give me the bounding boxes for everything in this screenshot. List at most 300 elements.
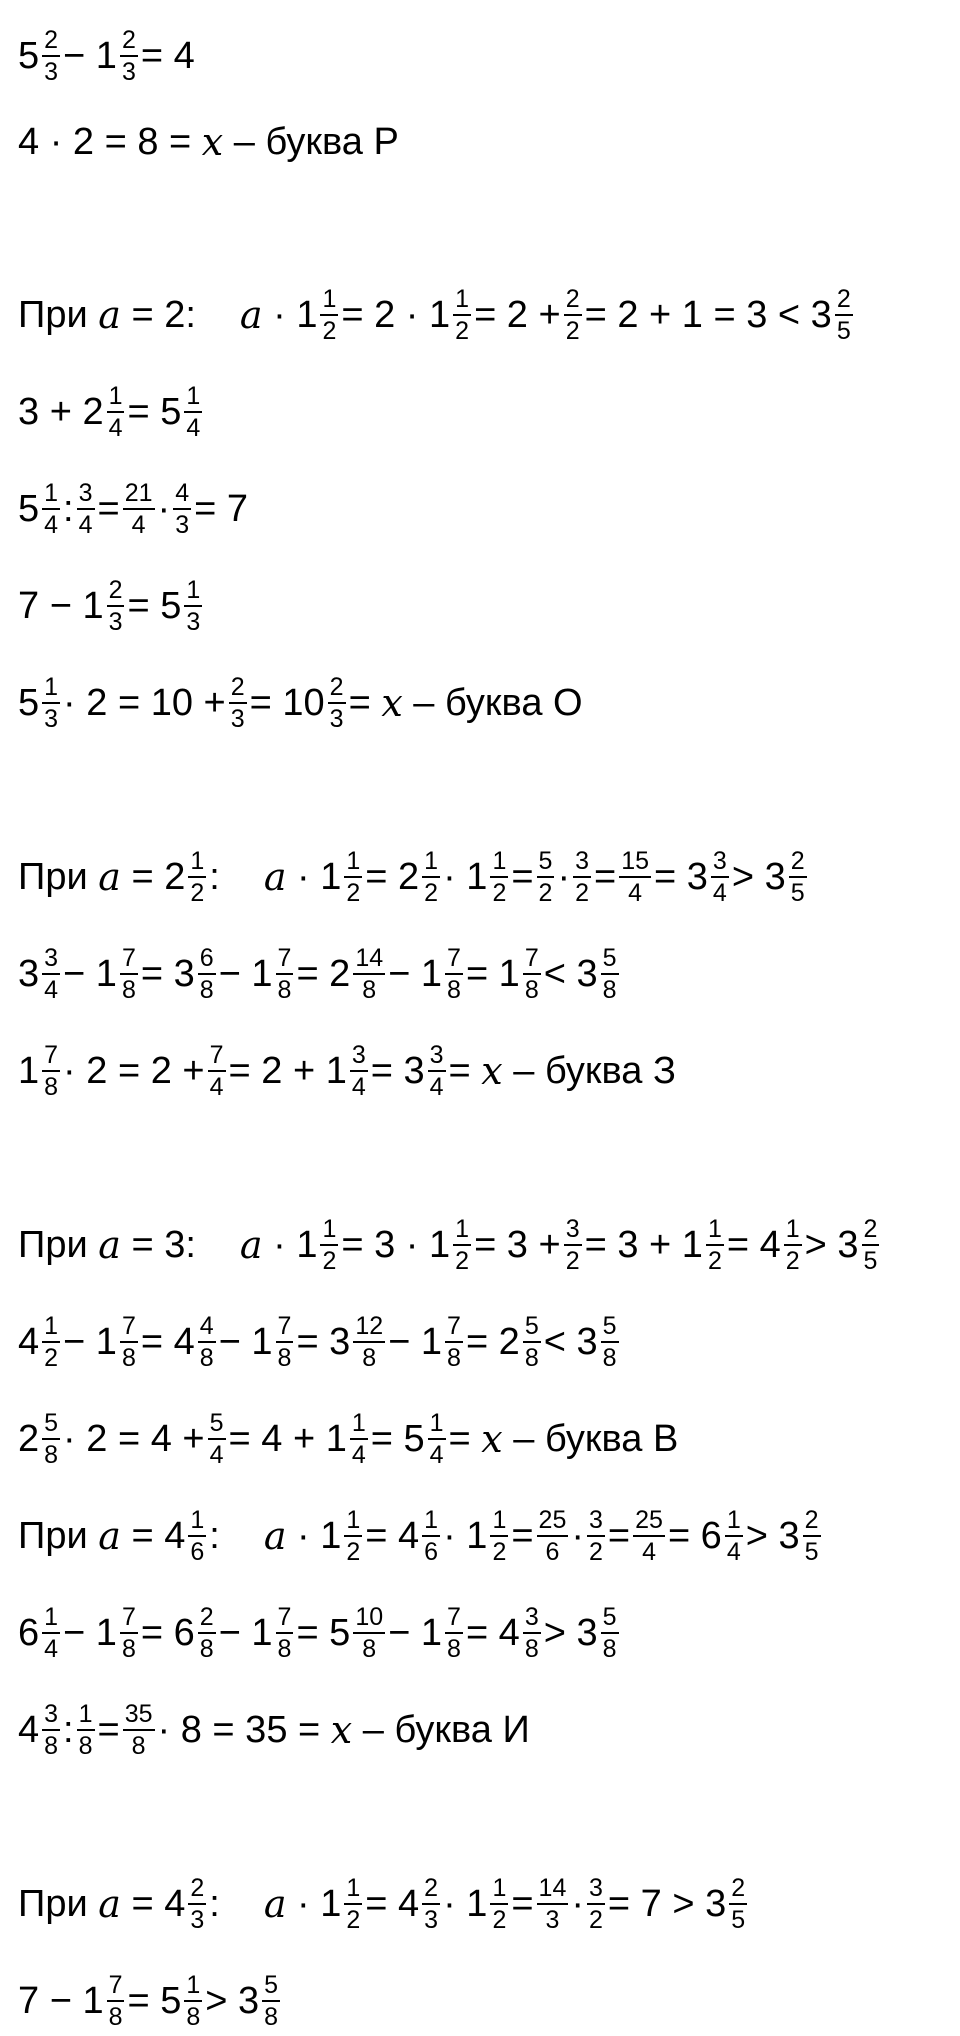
equation-line: [18, 1873, 750, 1935]
fraction-numerator: 5: [602, 944, 617, 972]
fraction: [107, 575, 125, 637]
fraction-denominator: 3: [329, 705, 344, 733]
equation-text: :: [63, 1709, 74, 1751]
variable: a: [98, 1882, 121, 1926]
fraction-numerator: 7: [447, 944, 461, 972]
fraction: [77, 478, 95, 540]
fraction-denominator: 2: [322, 1247, 337, 1275]
equation-text: = 10: [249, 682, 325, 724]
fraction: [120, 943, 138, 1005]
fraction: [198, 1311, 216, 1373]
variable: x: [330, 1708, 353, 1752]
equation-text: · 1: [443, 1883, 488, 1925]
fraction-numerator: 35: [124, 1700, 153, 1728]
fraction: [789, 846, 807, 908]
fraction-denominator: 2: [565, 1247, 580, 1275]
fraction-denominator: 8: [78, 1732, 93, 1760]
fraction-denominator: 8: [524, 976, 539, 1004]
fraction-denominator: 4: [351, 1073, 366, 1101]
fraction: [784, 1214, 802, 1276]
fraction-numerator: 1: [346, 847, 361, 875]
variable: a: [98, 293, 121, 337]
fraction-numerator: 2: [329, 673, 344, 701]
fraction-numerator: 1: [186, 576, 201, 604]
fraction-denominator: 4: [131, 511, 146, 539]
fraction-denominator: 8: [121, 1344, 136, 1372]
fraction-denominator: 8: [362, 1344, 377, 1372]
fraction: [77, 1699, 95, 1761]
fraction-denominator: 8: [524, 1635, 539, 1663]
variable: x: [201, 120, 224, 164]
fraction-denominator: 3: [545, 1906, 560, 1934]
equation-text: При: [18, 1224, 99, 1266]
fraction-numerator: 1: [190, 1506, 205, 1534]
fraction-numerator: 7: [209, 1041, 224, 1069]
fraction-denominator: 4: [209, 1073, 224, 1101]
fraction: [523, 1602, 541, 1664]
fraction-denominator: 4: [209, 1441, 224, 1469]
fraction-denominator: 4: [429, 1073, 444, 1101]
fraction-denominator: 8: [602, 976, 617, 1004]
fraction: [422, 846, 440, 908]
fraction: [601, 943, 619, 1005]
fraction-numerator: 1: [44, 673, 59, 701]
fraction-numerator: 3: [565, 1215, 580, 1243]
fraction-numerator: 2: [121, 26, 136, 54]
equation-line: [18, 846, 810, 908]
equation-text: > 3: [731, 856, 786, 898]
fraction: [445, 1311, 463, 1373]
fraction-denominator: 8: [108, 2003, 123, 2031]
variable: x: [481, 1049, 503, 1093]
fraction: [428, 1408, 446, 1470]
fraction-numerator: 2: [731, 1874, 746, 1902]
fraction-numerator: 7: [121, 1603, 136, 1631]
equation-line: [18, 284, 856, 346]
fraction-numerator: 2: [424, 1874, 439, 1902]
fraction: [601, 1602, 619, 1664]
equation-text: = 5: [127, 391, 182, 433]
fraction: [42, 1699, 60, 1761]
fraction-numerator: 1: [429, 1409, 444, 1437]
equation-text: − 1: [63, 35, 117, 77]
equation-text: = 4 + 1: [228, 1418, 347, 1460]
fraction: [725, 1505, 743, 1567]
equation-text: 5: [18, 35, 40, 77]
equation-text: При: [18, 856, 99, 898]
equation-line: [18, 1214, 882, 1276]
fraction: [619, 846, 651, 908]
fraction-numerator: 1: [186, 382, 201, 410]
equation-text: = 5: [370, 1418, 425, 1460]
equation-text: =: [97, 488, 120, 530]
fraction-denominator: 8: [447, 1344, 461, 1372]
fraction: [564, 1214, 582, 1276]
fraction: [573, 846, 591, 908]
equation-text: = 2:: [120, 294, 196, 336]
fraction-numerator: 2: [108, 576, 123, 604]
fraction: [184, 1970, 202, 2032]
fraction-denominator: 8: [362, 976, 377, 1004]
equation-text: < 3: [543, 953, 598, 995]
equation-text: − 1: [63, 1612, 117, 1654]
fraction: [184, 381, 202, 443]
equation-line: [18, 1602, 622, 1664]
equation-line: [18, 1699, 530, 1761]
fraction: [537, 846, 555, 908]
fraction-numerator: 1: [455, 1215, 470, 1243]
equation-text: = 7: [194, 488, 248, 530]
fraction: [490, 1505, 508, 1567]
equation-text: =: [97, 1709, 120, 1751]
equation-text: = 3: [296, 1321, 351, 1363]
fraction-numerator: 2: [190, 1874, 205, 1902]
fraction: [353, 1602, 385, 1664]
fraction-numerator: 1: [455, 285, 470, 313]
fraction-numerator: 3: [44, 944, 59, 972]
equation-text: – буква З: [502, 1050, 676, 1092]
fraction-denominator: 6: [545, 1538, 560, 1566]
equation-text: 5: [18, 682, 40, 724]
fraction: [107, 381, 125, 443]
equation-text: · 1: [262, 294, 318, 336]
fraction-numerator: 2: [790, 847, 805, 875]
fraction: [537, 1873, 569, 1935]
fraction-numerator: 14: [538, 1874, 567, 1902]
equation-text: = 4: [365, 1515, 420, 1557]
fraction-denominator: 4: [351, 1441, 366, 1469]
fraction: [523, 943, 541, 1005]
equation-line: [18, 1408, 678, 1470]
fraction: [422, 1505, 440, 1567]
fraction: [120, 1602, 138, 1664]
equation-text: – буква И: [352, 1709, 530, 1751]
equation-text: – буква В: [502, 1418, 679, 1460]
fraction-denominator: 3: [44, 705, 59, 733]
equation-text: · 1: [286, 1515, 342, 1557]
variable: a: [239, 1223, 263, 1267]
equation-text: = 4: [140, 35, 195, 77]
equation-text: · 8 = 35 =: [157, 1709, 331, 1751]
fraction: [344, 1873, 362, 1935]
fraction: [42, 943, 60, 1005]
fraction: [276, 1311, 294, 1373]
variable: a: [98, 1514, 121, 1558]
fraction-numerator: 5: [209, 1409, 224, 1437]
fraction-denominator: 2: [346, 1906, 361, 1934]
fraction-denominator: 4: [628, 879, 643, 907]
equation-text: ·: [571, 1883, 585, 1925]
fraction: [173, 478, 191, 540]
equation-text: =: [607, 1515, 631, 1557]
fraction-numerator: 3: [589, 1874, 603, 1902]
equation-text: > 3: [745, 1515, 800, 1557]
equation-text: =: [594, 856, 617, 898]
fraction-denominator: 5: [731, 1906, 746, 1934]
fraction-numerator: 7: [121, 944, 136, 972]
fraction-numerator: 3: [78, 479, 93, 507]
equation-text: = 4: [140, 1321, 195, 1363]
fraction-denominator: 8: [121, 1635, 136, 1663]
equation-text: 5: [18, 488, 40, 530]
fraction: [42, 1311, 60, 1373]
fraction-denominator: 2: [190, 879, 205, 907]
fraction: [490, 1873, 508, 1935]
variable: a: [98, 855, 121, 899]
equation-text: =: [511, 1515, 534, 1557]
equation-text: = 7 > 3: [607, 1883, 727, 1925]
fraction: [353, 943, 385, 1005]
equation-text: = 3: [140, 953, 195, 995]
fraction-numerator: 10: [355, 1603, 384, 1631]
fraction: [123, 1699, 155, 1761]
equation-text: =: [511, 856, 534, 898]
equation-text: :: [209, 1515, 220, 1557]
equation-text: − 1: [388, 1321, 443, 1363]
equation-text: − 1: [218, 1321, 273, 1363]
equation-text: 3 + 2: [18, 391, 104, 433]
fraction-denominator: 8: [131, 1732, 146, 1760]
equation-text: 7 − 1: [18, 585, 104, 627]
fraction-numerator: 2: [230, 673, 245, 701]
fraction-denominator: 8: [362, 1635, 377, 1663]
equation-text: > 3: [543, 1612, 598, 1654]
fraction-denominator: 8: [277, 1344, 292, 1372]
fraction: [320, 284, 338, 346]
fraction: [803, 1505, 821, 1567]
fraction-denominator: 3: [175, 511, 190, 539]
fraction-denominator: 8: [44, 1073, 59, 1101]
fraction-denominator: 3: [121, 58, 136, 86]
fraction: [564, 284, 582, 346]
fraction-denominator: 2: [575, 879, 590, 907]
fraction: [490, 846, 508, 908]
fraction: [208, 1408, 226, 1470]
equation-text: :: [63, 488, 74, 530]
fraction-numerator: 1: [346, 1506, 361, 1534]
equation-text: = 3 + 1: [584, 1224, 703, 1266]
fraction-numerator: 5: [44, 1409, 59, 1437]
fraction-denominator: 3: [190, 1906, 205, 1934]
equation-text: = 4: [120, 1883, 186, 1925]
equation-text: 6: [18, 1612, 40, 1654]
fraction: [42, 1602, 60, 1664]
equation-text: При: [18, 294, 99, 336]
equation-text: 3: [18, 953, 40, 995]
fraction-denominator: 4: [44, 1635, 59, 1663]
fraction: [42, 672, 60, 734]
equation-text: = 2: [365, 856, 420, 898]
variable: a: [263, 1514, 287, 1558]
equation-line: [18, 25, 195, 87]
fraction-denominator: 3: [424, 1906, 439, 1934]
fraction-denominator: 5: [863, 1247, 878, 1275]
fraction-numerator: 21: [124, 479, 153, 507]
fraction-denominator: 8: [199, 976, 214, 1004]
fraction-denominator: 8: [447, 1635, 461, 1663]
equation-text: · 2 = 2 +: [63, 1050, 205, 1092]
fraction-numerator: 2: [199, 1603, 214, 1631]
fraction: [601, 1311, 619, 1373]
fraction-denominator: 2: [538, 879, 553, 907]
fraction-numerator: 1: [346, 1874, 361, 1902]
equation-text: = 3 · 1: [341, 1224, 451, 1266]
fraction-numerator: 1: [492, 1874, 507, 1902]
variable: x: [481, 1417, 503, 1461]
equation-text: = 6: [667, 1515, 722, 1557]
equation-text: ·: [157, 488, 171, 530]
equation-text: = 5: [296, 1612, 351, 1654]
fraction-denominator: 2: [492, 1538, 507, 1566]
fraction: [706, 1214, 724, 1276]
fraction-denominator: 8: [602, 1635, 617, 1663]
fraction-numerator: 1: [78, 1700, 93, 1728]
fraction-numerator: 3: [524, 1603, 539, 1631]
equation-line: [18, 1505, 824, 1567]
fraction-denominator: 4: [712, 879, 727, 907]
fraction-denominator: 5: [836, 317, 851, 345]
fraction-numerator: 7: [277, 1312, 292, 1340]
fraction-numerator: 2: [804, 1506, 819, 1534]
fraction-numerator: 7: [121, 1312, 136, 1340]
fraction: [633, 1505, 665, 1567]
fraction: [344, 846, 362, 908]
equation-text: 4 · 2 = 8 =: [18, 121, 202, 163]
fraction-numerator: 2: [863, 1215, 878, 1243]
fraction-numerator: 25: [635, 1506, 663, 1534]
equation-line: [18, 672, 583, 734]
equation-text: · 1: [286, 856, 342, 898]
equation-text: − 1: [218, 1612, 273, 1654]
fraction-numerator: 7: [524, 944, 539, 972]
fraction-numerator: 3: [44, 1700, 59, 1728]
fraction-numerator: 7: [277, 1603, 292, 1631]
fraction-denominator: 2: [492, 879, 507, 907]
fraction: [428, 1040, 446, 1102]
fraction-denominator: 4: [726, 1538, 741, 1566]
equation-text: = 2 · 1: [341, 294, 451, 336]
equation-text: = 4: [365, 1883, 420, 1925]
fraction: [188, 846, 206, 908]
fraction-numerator: 1: [322, 1215, 337, 1243]
fraction-numerator: 7: [447, 1603, 461, 1631]
equation-text: = 5: [127, 585, 182, 627]
fraction-numerator: 4: [199, 1312, 214, 1340]
fraction-numerator: 5: [524, 1312, 539, 1340]
equation-text: > 3: [205, 1980, 260, 2022]
fraction: [208, 1040, 226, 1102]
fraction-numerator: 1: [108, 382, 123, 410]
fraction-denominator: 2: [589, 1906, 603, 1934]
equation-text: = 6: [140, 1612, 195, 1654]
fraction: [120, 25, 138, 87]
fraction: [350, 1408, 368, 1470]
fraction-numerator: 1: [322, 285, 337, 313]
fraction-denominator: 2: [322, 317, 337, 345]
variable: a: [98, 1223, 121, 1267]
fraction-numerator: 1: [44, 1312, 59, 1340]
equation-text: ·: [557, 856, 571, 898]
fraction-denominator: 8: [121, 976, 136, 1004]
fraction-denominator: 2: [346, 879, 361, 907]
equation-text: При: [18, 1883, 99, 1925]
fraction: [198, 1602, 216, 1664]
fraction-denominator: 8: [602, 1344, 617, 1372]
equation-text: – буква О: [402, 682, 583, 724]
fraction-denominator: 4: [78, 511, 93, 539]
equation-text: > 3: [804, 1224, 859, 1266]
fraction-denominator: 2: [455, 317, 470, 345]
fraction-numerator: 1: [44, 1603, 59, 1631]
equation-text: – буква Р: [223, 121, 399, 163]
variable: x: [381, 681, 403, 725]
fraction-numerator: 7: [277, 944, 292, 972]
equation-line: [18, 1040, 676, 1102]
fraction-denominator: 5: [790, 879, 805, 907]
equation-text: = 4: [465, 1612, 520, 1654]
equation-text: ·: [571, 1515, 585, 1557]
equation-text: 2: [18, 1418, 40, 1460]
equation-text: < 3: [543, 1321, 598, 1363]
fraction-numerator: 1: [190, 847, 205, 875]
fraction-numerator: 1: [492, 1506, 507, 1534]
fraction-numerator: 3: [589, 1506, 603, 1534]
fraction-numerator: 1: [424, 847, 439, 875]
fraction: [107, 1970, 125, 2032]
fraction-denominator: 2: [707, 1247, 722, 1275]
fraction: [587, 1505, 605, 1567]
fraction: [344, 1505, 362, 1567]
variable: a: [263, 855, 287, 899]
fraction-numerator: 1: [351, 1409, 366, 1437]
equation-text: :: [209, 856, 220, 898]
fraction: [328, 672, 346, 734]
equation-text: − 1: [63, 953, 117, 995]
fraction-denominator: 8: [277, 976, 292, 1004]
fraction: [711, 846, 729, 908]
fraction: [42, 478, 60, 540]
fraction-denominator: 4: [429, 1441, 444, 1469]
equation-text: = 3 +: [474, 1224, 561, 1266]
fraction-numerator: 5: [602, 1312, 617, 1340]
equation-text: − 1: [388, 1612, 443, 1654]
equation-text: = 3: [654, 856, 708, 898]
equation-line: [18, 478, 248, 540]
equation-text: = 2 + 1 = 3 < 3: [584, 294, 832, 336]
fraction: [729, 1873, 747, 1935]
equation-text: · 1: [286, 1883, 342, 1925]
fraction-numerator: 2: [565, 285, 580, 313]
fraction: [42, 1408, 60, 1470]
fraction-denominator: 5: [804, 1538, 819, 1566]
fraction-denominator: 4: [186, 414, 201, 442]
equation-text: 7 − 1: [18, 1980, 104, 2022]
equation-text: · 2 = 10 +: [63, 682, 226, 724]
fraction-numerator: 12: [355, 1312, 384, 1340]
fraction: [835, 284, 853, 346]
equation-text: · 1: [443, 856, 488, 898]
fraction-denominator: 4: [44, 976, 59, 1004]
equation-text: − 1: [63, 1321, 117, 1363]
variable: a: [239, 293, 263, 337]
fraction: [445, 1602, 463, 1664]
equation-text: = 2 +: [474, 294, 561, 336]
equation-text: = 2 + 1: [228, 1050, 347, 1092]
equation-line: [18, 943, 622, 1005]
fraction-numerator: 1: [186, 1971, 201, 1999]
equation-text: − 1: [388, 953, 443, 995]
fraction-denominator: 8: [264, 2003, 279, 2031]
